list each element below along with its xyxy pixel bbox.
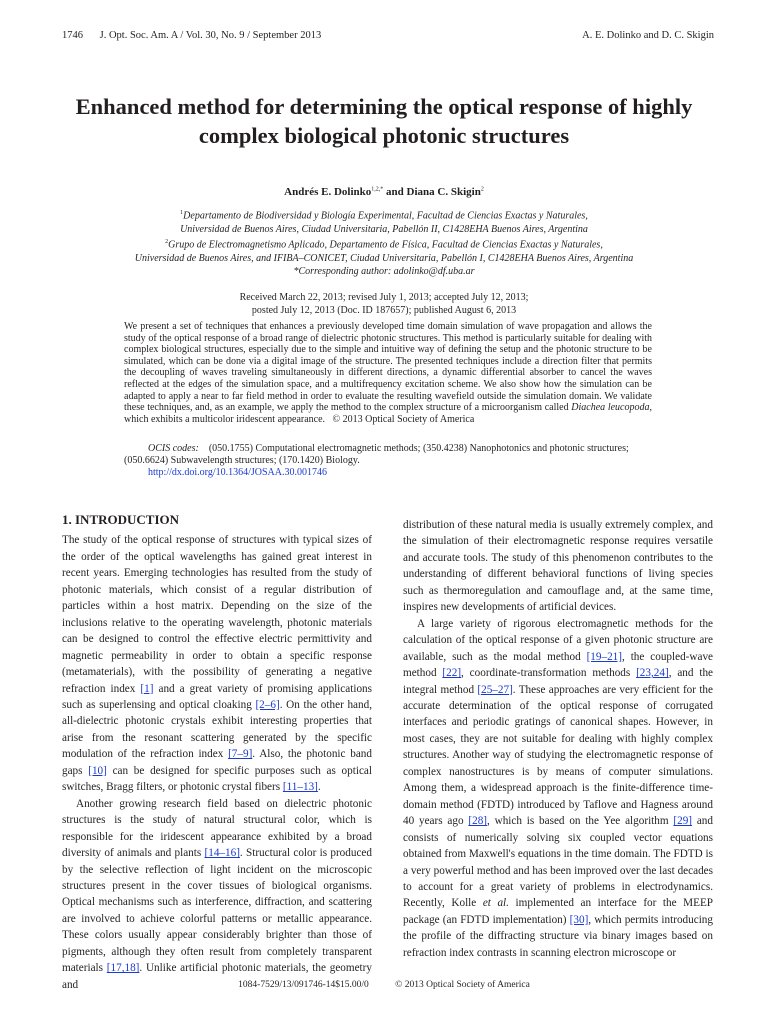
text-run: implemented an interface for the MEEP package (an FDTD implementation): [403, 897, 714, 926]
citation-link[interactable]: [25–27]: [477, 683, 513, 696]
affiliation-2-text: Grupo de Electromagnetismo Aplicado, Departamento de Física, Facultad de Ciencias Exactas y Naturales,: [168, 239, 603, 251]
running-header-left: [62, 30, 335, 44]
page-number: 1746: [62, 30, 83, 41]
text-run: A large variety of rigorous electromagnetic methods for the calculation of the optical response of a given photonic structure are available, such as the modal method: [403, 617, 713, 663]
affiliation-1-text: Departamento de Biodiversidad y Biología Experimental, Facultad de Ciencias Exactas y Naturales,: [183, 210, 588, 222]
citation-link[interactable]: [17,18]: [106, 962, 140, 975]
dates-line-1: Received March 22, 2013; revised July 1, 2013; accepted July 12, 2013;: [239, 292, 529, 303]
text-run: , coordinate-transformation methods: [461, 667, 637, 680]
paper-title: Enhanced method for determining the optical response of highly complex biological photonic structures: [75, 94, 693, 148]
abstract-text: We present a set of techniques that enhances a previously developed time domain simulation of wave propagation and allows the study of the optical response of a broad range of dielectric photonic structures. This method is particularly suitable for dealing with complex biological structures, especially due to the simple and intuitive way of defining the setup and the photonic structure to be simulated, which can be done via a digital image of the structure. The presented techniques include a direction filter that permits the decoupling of waves traveling simultaneously in different directions, a dynamic differential absorber to cancel the waves reflected at the edges of the simulation space, and a multifrequency excitation scheme. We also show how the simulation can be adapted to apply a near to far field method in order to evaluate the resulting wavefield outside the simulation domain. We validate these techniques, and, as an example, we apply the method to the complex structure of a microorganism called: [124, 321, 652, 414]
ocis-text: (050.1755) Computational electromagnetic methods; (350.4238) Nanophotonics and photonic structures; (050.6624) Subwavelength structures; (170.1420) Biology.: [124, 443, 629, 466]
text-run: The study of the optical response of structures with typical sizes of the order of the optical wavelengths has gained great interest in recent years. Emerging technologies has resulted from the study of photonic materials, which consist of a regular distribution of particles within a host matrix. Depending on the size of the inclusions relative to the operating wavelength, photonic materials can be designed to control the effective electric permittivity and magnetic permeability in order to obtain a specific response (metamaterials), with the possibility of generating a negative refraction index: [62, 534, 372, 695]
citation-link[interactable]: [10]: [88, 764, 107, 777]
abstract: [124, 321, 652, 425]
text-run: and consists of numerically solving six coupled vector equations obtained from Maxwell's equations in the time domain. The FDTD is a very powerful method and has been improved over the last decades to account for a great variety of problems in electrodynamics. Recently, Kolle: [403, 815, 713, 910]
text-run: . On the other hand, all-dielectric photonic crystals exhibit interesting properties that arise from the resonant scattering generated by the specific modulation of the refraction index: [62, 698, 372, 761]
species-name: Diachea leucopoda: [571, 402, 650, 414]
italic-text: et al.: [482, 897, 509, 910]
affiliation-1-line-1: [60, 207, 708, 223]
citation-link[interactable]: [28]: [468, 815, 488, 828]
citation-link[interactable]: [14–16]: [204, 847, 240, 860]
intro-paragraph-3: distribution of these natural media is usually extremely complex, and the simulation of their electromagnetic response requires versatile and accurate tools. The study of this phenomenon contributes to the understanding of different behavioral functions of living species such as thermoregulation and camouflage and, at the same time, inspires new developments of artificial devices.: [403, 519, 713, 614]
dates-line-2: posted July 12, 2013 (Doc. ID 187657); published August 6, 2013: [251, 304, 517, 316]
author-2: Diana C. Skigin: [406, 186, 481, 198]
citation-link[interactable]: [7–9]: [228, 748, 253, 761]
text-run: and a great variety of promising applications such as superlensing and optical cloaking: [62, 682, 372, 711]
text-run: Another growing research field based on dielectric photonic structures is the study of natural structural color, which is responsible for the iridescent appearance exhibited by a broad diversity of animals and plants: [62, 797, 372, 860]
journal-citation: J. Opt. Soc. Am. A / Vol. 30, No. 9 / September 2013: [99, 30, 322, 41]
section-heading: 1. INTRODUCTION: [62, 512, 180, 527]
author-2-affil: 2: [480, 186, 484, 193]
page-footer: [0, 980, 768, 990]
affiliation-1-marker: 1: [180, 210, 184, 216]
text-run: , and the integral method: [403, 667, 713, 696]
footer-code: 1084-7529/13/091746-14$15.00/0: [238, 980, 369, 990]
ocis-codes: [124, 443, 652, 466]
text-run: . Also, the photonic band gaps: [62, 748, 372, 777]
author-and: and: [383, 186, 407, 198]
author-line: [60, 186, 708, 198]
text-run: . These approaches are very efficient for the accurate determination of the optical response of corrugated interfaces and periodic gratings of canonical shapes. However, in most cases, they are not suitable for dealing with highly complex structures. Another way of studying the electromagnetic response of complex nanostructures is by means of computer simulations. Among them, a widespread approach is the finite-difference time-domain method (FDTD) introduced by Taflove and Hagness around 40 years ago: [403, 683, 713, 828]
footer-copyright: © 2013 Optical Society of America: [395, 980, 530, 990]
citation-link[interactable]: [19–21]: [586, 650, 622, 663]
citation-link[interactable]: [11–13]: [282, 781, 318, 794]
text-run: . Unlike artificial photonic materials, the geometry and: [62, 962, 372, 991]
text-run: can be designed for specific purposes such as optical switches, Bragg filters, or photonic crystal fibers: [62, 764, 372, 794]
citation-link[interactable]: [2–6]: [255, 698, 280, 711]
abstract-copyright: © 2013 Optical Society of America: [332, 413, 475, 425]
intro-paragraph-1: [62, 532, 372, 795]
author-1: Andrés E. Dolinko: [284, 186, 372, 198]
citation-link[interactable]: [23,24]: [636, 667, 669, 680]
text-run: , the coupled-wave method: [403, 650, 714, 680]
running-header: [62, 30, 714, 44]
citation-link[interactable]: [29]: [673, 815, 693, 828]
citation-link[interactable]: [22]: [442, 667, 462, 680]
citation-link[interactable]: [30]: [569, 913, 589, 926]
intro-paragraph-4: [403, 616, 713, 962]
right-column: [403, 517, 713, 961]
citation-link[interactable]: [1]: [140, 682, 154, 695]
affiliation-2-line-2: Universidad de Buenos Aires, and IFIBA–CONICET, Ciudad Universitaria, Pabellón I, C1428EHA Buenos Aires, Argentina: [134, 252, 634, 264]
publication-dates: [100, 292, 668, 317]
affiliations: [60, 207, 708, 279]
text-run: . Structural color is produced by the selective reflection of light incident on the microscopic structures present in the cover tissues of biological organisms. Optical mechanisms such as interference, diffraction, and scattering are involved to achieve colorful patterns or metallic appearance. These colors usually appear considerably brighter than those of pigments, although they often result from completely transparent materials: [62, 847, 372, 975]
text-run: .: [317, 781, 321, 794]
affiliation-2-line-1: [60, 236, 708, 252]
doi-link[interactable]: http://dx.doi.org/10.1364/JOSAA.30.001746: [148, 467, 327, 478]
author-1-affil: 1,2,*: [371, 186, 384, 193]
left-column: [62, 512, 372, 993]
text-run: , which permits introducing the profile of the diffracting structure via binary images based on refraction index contrasts in scanning electron microscope or: [403, 913, 713, 959]
running-header-authors: A. E. Dolinko and D. C. Skigin: [582, 30, 714, 41]
affiliation-2-marker: 2: [165, 239, 169, 246]
ocis-label: OCIS codes:: [148, 443, 199, 454]
affiliation-1-line-2: Universidad de Buenos Aires, Ciudad Universitaria, Pabellón II, C1428EHA Buenos Aires, Argentina: [180, 223, 588, 235]
abstract-text-end: , which exhibits a multicolor iridescent appearance.: [124, 402, 652, 425]
intro-paragraph-2: [62, 796, 372, 993]
corresponding-author: *Corresponding author: adolinko@df.uba.ar: [293, 266, 475, 278]
text-run: , which is based on the Yee algorithm: [487, 815, 674, 828]
